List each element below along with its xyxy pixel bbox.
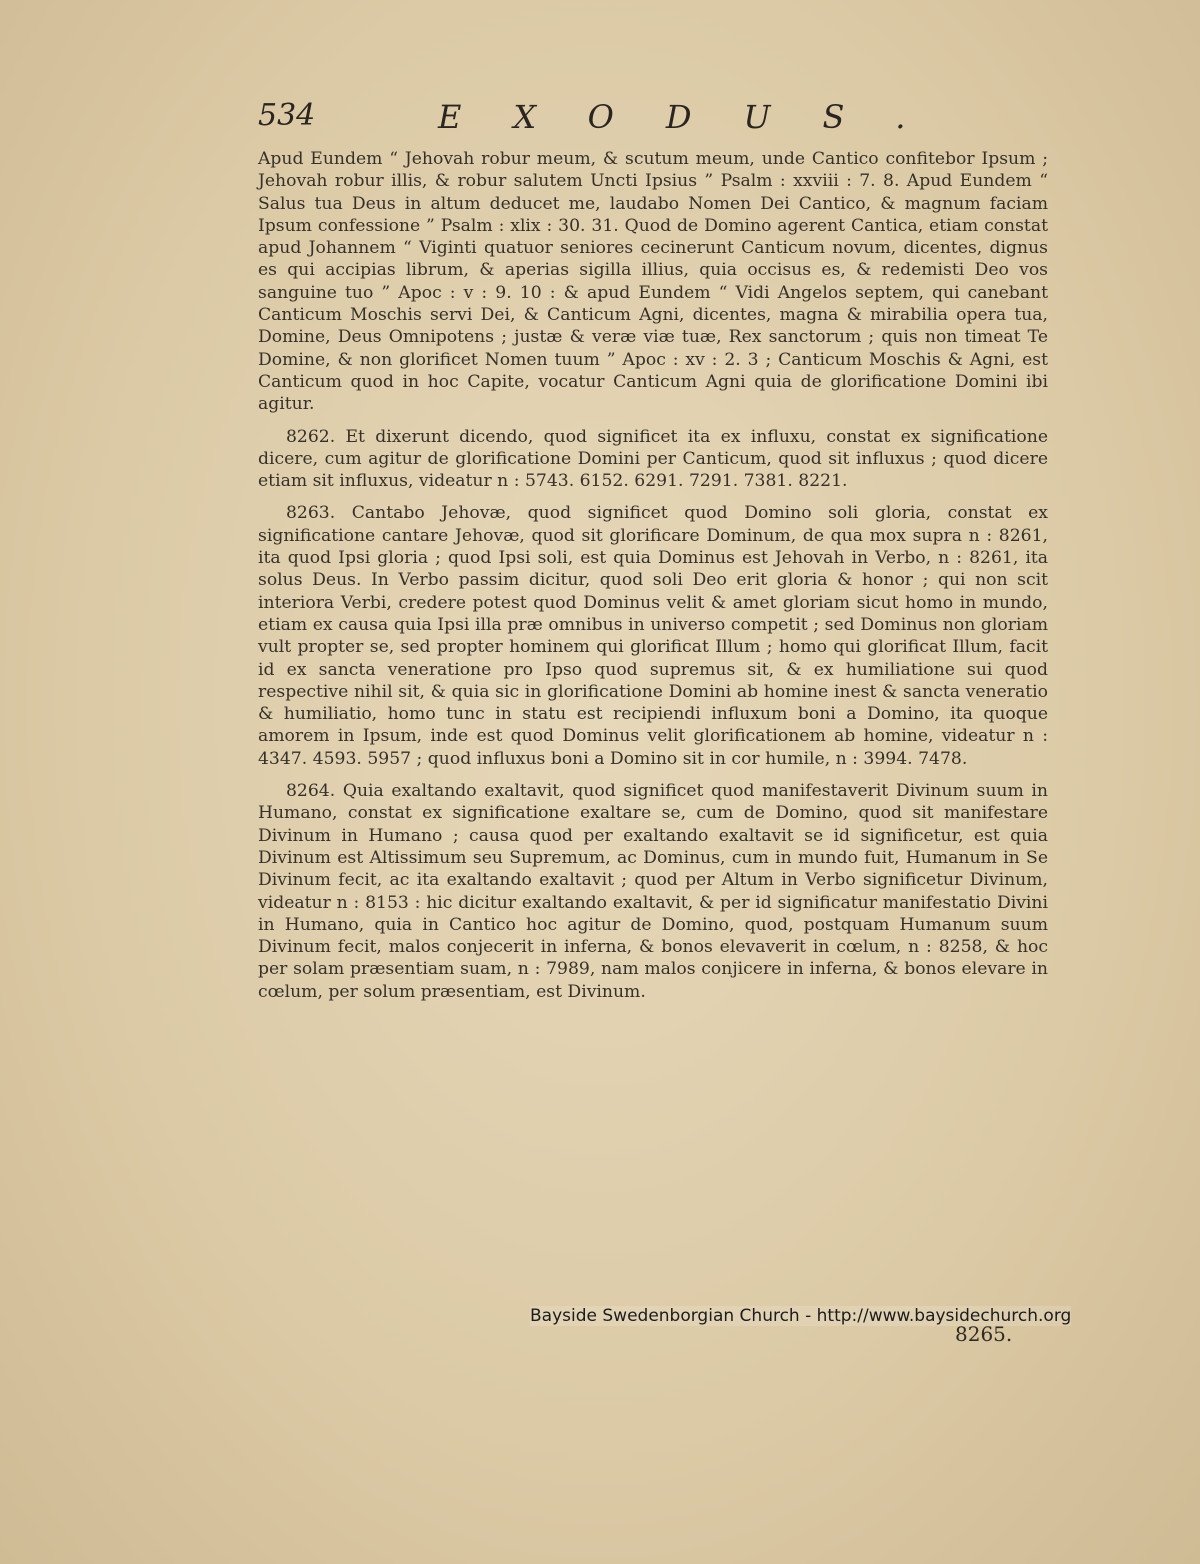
watermark-credit: Bayside Swedenborgian Church - http://www.baysidechurch.org bbox=[530, 1306, 1072, 1326]
paragraph-8262: 8262. Et dixerunt dicendo, quod significet ita ex influxu, constat ex significatione dicere, cum agitur de glorificatione Domini per Canticum, quod sit influxus ; quod dicere etiam sit influxus, videatur n : 5743. 6152. 6291. 7291. 7381. 8221. bbox=[258, 426, 1048, 492]
catchword: 8265. bbox=[955, 1322, 1013, 1346]
page-number: 534 bbox=[258, 98, 316, 133]
body-text bbox=[258, 148, 1048, 1003]
page-header bbox=[258, 98, 1058, 148]
paragraph-8264: 8264. Quia exaltando exaltavit, quod significet quod manifestaverit Divinum suum in Humano, constat ex significatione exaltare se, cum de Domino, quod sit manifestare Divinum in Humano ; causa quod per exaltando exaltavit se id significetur, est quia Divinum est Altissimum seu Supremum, ac Dominus, cum in mundo fuit, Humanum in Se Divinum fecit, ac ita exaltando exaltavit ; quod per Altum in Verbo significetur Divinum, videatur n : 8153 : hic dicitur exaltando exaltavit, & per id significatur manifestatio Divini in Humano, quia in Cantico hoc agitur de Domino, quod, postquam Humanum suum Divinum fecit, malos conjecerit in inferna, & bonos elevaverit in cœlum, n : 8258, & hoc per solam præsentiam suam, n : 7989, nam malos conjicere in inferna, & bonos elevare in cœlum, per solum præsentiam, est Divinum. bbox=[258, 781, 1048, 1002]
paragraph-continued: Apud Eundem “ Jehovah robur meum, & scutum meum, unde Cantico confitebor Ipsum ; Jehovah robur illis, & robur salutem Uncti Ipsius ” Psalm : xxviii : 7. 8. Apud Eundem “ Salus tua Deus in altum deducet me, laudabo Nomen Dei Cantico, & magnum faciam Ipsum confessione ” Psalm : xlix : 30. 31. Quod de Domino agerent Cantica, etiam constat apud Johannem “ Viginti quatuor seniores cecinerunt Canticum novum, dicentes, dignus es qui accipias librum, & aperias sigilla illius, quia occisus es, & redemisti Deo vos sanguine tuo ” Apoc : v : 9. 10 : & apud Eundem “ Vidi Angelos septem, qui canebant Canticum Moschis servi Dei, & Canticum Agni, dicentes, magna & mirabilia opera tua, Domine, Deus Omnipotens ; justæ & veræ viæ tuæ, Rex sanctorum ; quis non timeat Te Domine, & non glorificet Nomen tuum ” Apoc : xv : 2. 3 ; Canticum Moschis & Agni, est Canticum quod in hoc Capite, vocatur Canticum Agni quia de glorificatione Domini ibi agitur. bbox=[258, 149, 1048, 415]
running-title: EXODUS. bbox=[438, 98, 958, 136]
paragraph-8263: 8263. Cantabo Jehovæ, quod significet quod Domino soli gloria, constat ex significatione cantare Jehovæ, quod sit glorificare Dominum, de qua mox supra n : 8261, ita quod Ipsi gloria ; quod Ipsi soli, est quia Dominus est Jehovah in Verbo, n : 8261, ita solus Deus. In Verbo passim dicitur, quod soli Deo erit gloria & honor ; qui non scit interiora Verbi, credere potest quod Dominus velit & amet gloriam sicut homo in mundo, etiam ex causa quia Ipsi illa præ omnibus in universo competit ; sed Dominus non gloriam vult propter se, sed propter hominem qui glorificat Illum ; homo qui glorificat Illum, facit id ex sancta veneratione pro Ipso quod supremus sit, & ex humiliatione sui quod respective nihil sit, & quia sic in glorificatione Domini ab homine inest & sancta veneratio & humiliatio, homo tunc in statu est recipiendi influxum boni a Domino, ita quoque amorem in Ipsum, inde est quod Dominus velit glorificationem ab homine, videatur n : 4347. 4593. 5957 ; quod influxus boni a Domino sit in cor humile, n : 3994. 7478. bbox=[258, 503, 1048, 769]
